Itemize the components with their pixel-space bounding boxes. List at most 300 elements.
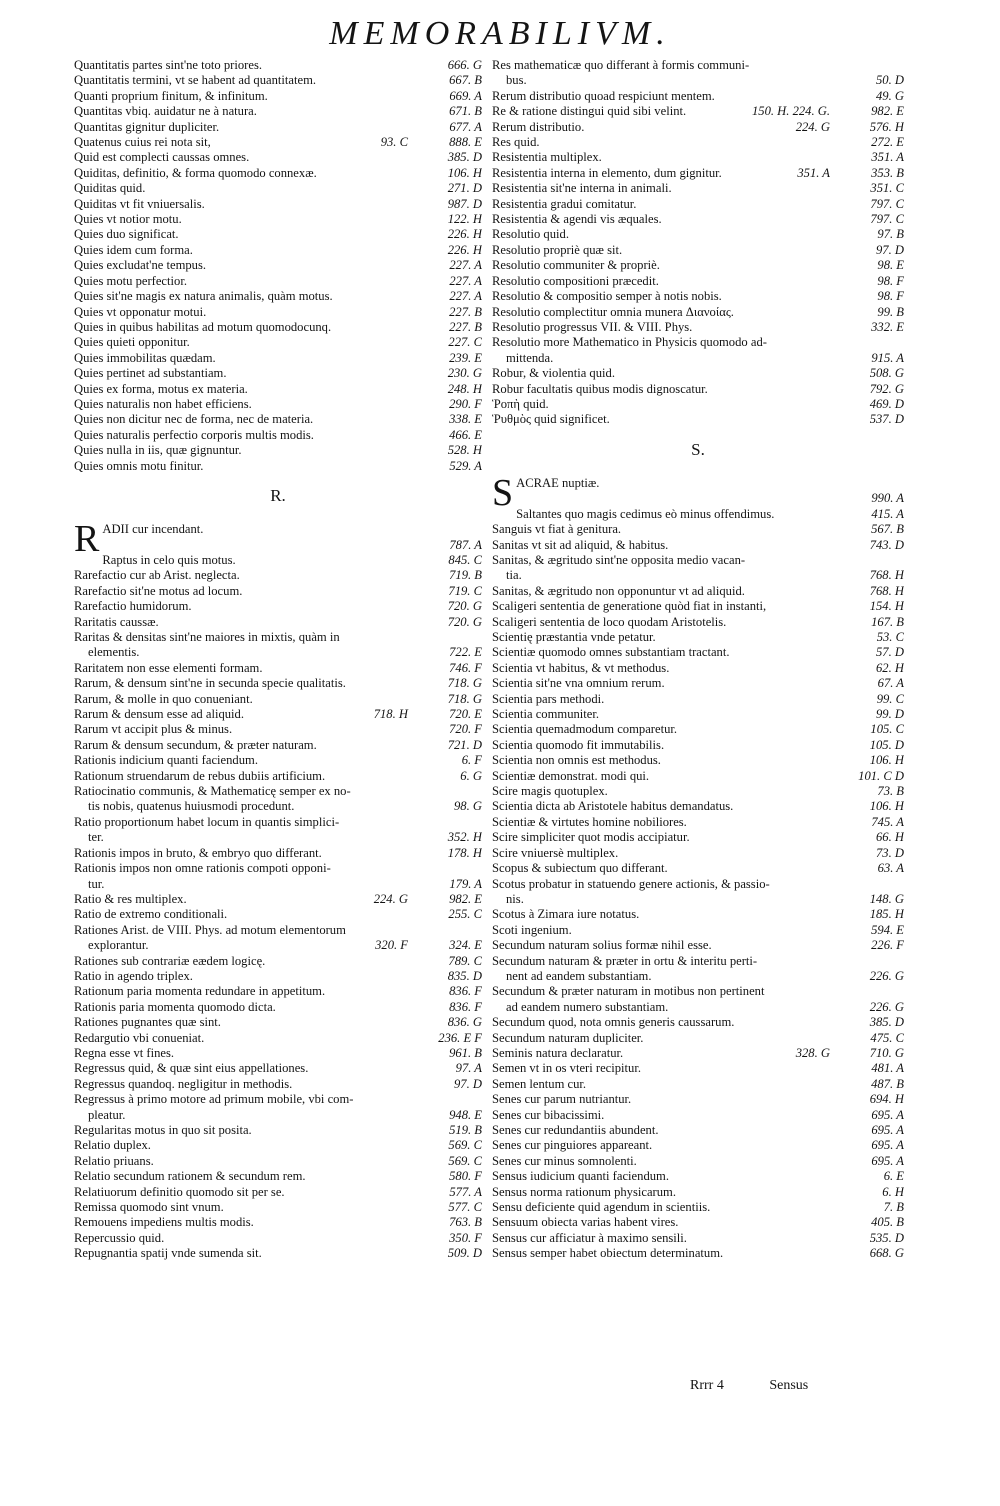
entry-page-ref: 66. H bbox=[876, 830, 904, 845]
entry-text: Repercussio quid. bbox=[74, 1230, 165, 1245]
entry-page-ref: 537. D bbox=[869, 412, 904, 427]
entry-page-ref: 836. F bbox=[449, 999, 482, 1014]
entry-page-ref: 961. B bbox=[449, 1045, 482, 1060]
entry-text: Senes cur parum nutriantur. bbox=[492, 1092, 632, 1107]
entry-text: Rerum distributio quoad respiciunt mentem. bbox=[492, 88, 715, 103]
index-entry bbox=[492, 861, 904, 876]
entry-page-ref: 487. B bbox=[871, 1076, 904, 1091]
index-list-r-continued bbox=[492, 58, 904, 428]
entry-page-ref: 6. H bbox=[882, 1184, 904, 1199]
entry-text: Quatenus cuius rei nota sit, bbox=[74, 135, 211, 150]
entry-text: Sanguis vt fiat à genitura. bbox=[492, 522, 622, 537]
entry-text: Rarefactio sit'ne motus ad locum. bbox=[74, 583, 243, 598]
entry-text: Secundum & præter naturam in motibus non pertinent bbox=[492, 984, 765, 999]
entry-continuation: tur. bbox=[88, 876, 105, 891]
entry-page-ref: 718. G bbox=[447, 691, 482, 706]
entry-page-ref: 105. C bbox=[870, 722, 904, 737]
entry-page-ref: 836. G bbox=[447, 1015, 482, 1030]
index-entry bbox=[74, 676, 482, 691]
entry-extra-ref: 351. A bbox=[797, 165, 830, 180]
entry-text: Scire magis quotuplex. bbox=[492, 784, 608, 799]
entry-continuation: bus. bbox=[506, 73, 527, 88]
entry-text: Scientia quemadmodum comparetur. bbox=[492, 722, 678, 737]
entry-page-ref: 53. C bbox=[876, 630, 904, 644]
index-entry bbox=[492, 830, 904, 845]
index-entry bbox=[492, 320, 904, 335]
entry-page-ref: 577. A bbox=[449, 1184, 482, 1199]
entry-page-ref: 915. A bbox=[871, 350, 904, 365]
index-entry bbox=[74, 227, 482, 242]
entry-page-ref: 6. G bbox=[460, 768, 482, 783]
entry-page-ref: 694. H bbox=[869, 1092, 904, 1107]
index-entry bbox=[74, 969, 482, 984]
entry-page-ref: 666. G bbox=[447, 58, 482, 72]
entry-text: Ratio de extremo conditionali. bbox=[74, 907, 228, 922]
entry-page-ref: 98. G bbox=[454, 799, 482, 814]
entry-text: Scientia dicta ab Aristotele habitus demandatus. bbox=[492, 799, 734, 814]
index-entry bbox=[492, 1215, 904, 1230]
entry-text: Quantitatis partes sint'ne toto priores. bbox=[74, 58, 262, 72]
index-entry bbox=[516, 507, 904, 522]
index-entry bbox=[492, 335, 904, 366]
entry-text: Rarum vt accipit plus & minus. bbox=[74, 722, 233, 737]
entry-page-ref: 576. H bbox=[869, 119, 904, 134]
entry-page-ref: 718. G bbox=[447, 676, 482, 691]
entry-text: Rationis impos non omne rationis compoti opponi- bbox=[74, 861, 331, 876]
index-entry bbox=[74, 459, 482, 474]
index-entry bbox=[74, 692, 482, 707]
entry-page-ref: 792. G bbox=[869, 381, 904, 396]
entry-page-ref: 695. A bbox=[871, 1123, 904, 1137]
index-entry bbox=[492, 954, 904, 985]
entry-text: Quiditas vt fit vniuersalis. bbox=[74, 196, 205, 211]
index-entry bbox=[74, 150, 482, 165]
entry-text: Quantitatis termini, vt se habent ad quantitatem. bbox=[74, 73, 317, 88]
index-entry bbox=[74, 181, 482, 196]
entry-text: Scaligeri sententia de loco quodam Aristotelis. bbox=[492, 614, 727, 629]
entry-page-ref: 677. A bbox=[449, 119, 482, 134]
index-entry bbox=[74, 1092, 482, 1123]
entry-page-ref: 535. D bbox=[869, 1230, 904, 1245]
entry-page-ref: 768. H bbox=[869, 568, 904, 583]
entry-page-ref: 97. D bbox=[454, 1076, 482, 1091]
entry-text: Sensus semper habet obiectum determinatum. bbox=[492, 1246, 724, 1261]
entry-page-ref: 226. H bbox=[447, 227, 482, 242]
entry-page-ref: 353. B bbox=[871, 165, 904, 180]
index-entry bbox=[492, 89, 904, 104]
index-entry bbox=[492, 1108, 904, 1123]
index-entry bbox=[74, 846, 482, 861]
entry-text: Secundum naturam & præter in ortu & interitu perti- bbox=[492, 953, 758, 968]
entry-page-ref: 227. C bbox=[448, 335, 482, 350]
entry-text: Quies non dicitur nec de forma, nec de materia. bbox=[74, 412, 314, 427]
entry-page-ref: 720. E bbox=[449, 707, 482, 722]
entry-page-ref: 719. C bbox=[448, 583, 482, 598]
index-entry bbox=[492, 258, 904, 273]
entry-text: Quies vt notior motu. bbox=[74, 212, 182, 227]
index-entry bbox=[74, 366, 482, 381]
entry-text: Scotus probatur in statuendo genere actionis, & passio- bbox=[492, 876, 770, 891]
entry-text: Robur, & violentia quid. bbox=[492, 366, 615, 381]
entry-text: Ratio & res multiplex. bbox=[74, 891, 187, 906]
index-entry bbox=[74, 1154, 482, 1169]
entry-text: Scientiæ & virtutes homine nobiliores. bbox=[492, 814, 687, 829]
entry-page-ref: 97. D bbox=[876, 242, 904, 257]
index-entry bbox=[492, 769, 904, 784]
entry-text: Scientię præstantia vnde petatur. bbox=[492, 630, 656, 644]
entry-text: Resistentia sit'ne interna in animali. bbox=[492, 181, 672, 196]
index-entry bbox=[74, 58, 482, 73]
entry-page-ref: 845. C bbox=[448, 552, 482, 567]
index-entry bbox=[492, 227, 904, 242]
index-entry bbox=[492, 553, 904, 584]
entry-page-ref: 763. B bbox=[449, 1215, 482, 1230]
entry-continuation: tis nobis, quatenus huiusmodi procedunt. bbox=[88, 799, 295, 814]
entry-text: Scire vniuersè multiplex. bbox=[492, 845, 619, 860]
entry-text: Scientiæ quomodo omnes substantiam tractant. bbox=[492, 645, 730, 660]
index-entry bbox=[74, 815, 482, 846]
entry-text: Scotus à Zimara iure notatus. bbox=[492, 907, 640, 922]
entry-text: Relatio duplex. bbox=[74, 1138, 151, 1153]
index-entry bbox=[74, 243, 482, 258]
entry-page-ref: 230. G bbox=[447, 366, 482, 381]
entry-page-ref: 722. E bbox=[449, 645, 482, 660]
entry-page-ref: 99. C bbox=[876, 691, 904, 706]
entry-page-ref: 67. A bbox=[877, 676, 904, 691]
entry-text: Rationum struendarum de rebus dubiis artificium. bbox=[74, 768, 326, 783]
index-entry bbox=[492, 1123, 904, 1138]
entry-continuation: tia. bbox=[506, 568, 522, 583]
entry-page-ref: 239. E bbox=[449, 350, 482, 365]
index-entry bbox=[492, 382, 904, 397]
entry-text: Scientia sit'ne vna omnium rerum. bbox=[492, 676, 665, 691]
index-entry bbox=[74, 707, 482, 722]
index-entry bbox=[74, 274, 482, 289]
entry-text: Quies in quibus habilitas ad motum quomodocunq. bbox=[74, 319, 332, 334]
index-entry bbox=[492, 645, 904, 660]
entry-page-ref: 519. B bbox=[449, 1123, 482, 1137]
entry-page-ref: 248. H bbox=[447, 381, 482, 396]
entry-text: Resolutio progressus VII. & VIII. Phys. bbox=[492, 319, 693, 334]
entry-page-ref: 98. E bbox=[877, 258, 904, 273]
entry-page-ref: 106. H bbox=[869, 753, 904, 768]
index-entry bbox=[492, 938, 904, 953]
entry-text: Ῥοπὴ quid. bbox=[492, 396, 549, 411]
entry-page-ref: 227. A bbox=[449, 258, 482, 273]
index-list-r bbox=[74, 517, 482, 1262]
entry-text: Secundum naturam solius formæ nihil esse. bbox=[492, 938, 712, 953]
index-entry bbox=[74, 443, 482, 458]
entry-text: Saltantes quo magis cedimus eò minus offendimus. bbox=[516, 506, 775, 521]
index-entry bbox=[74, 1215, 482, 1230]
entry-text: Rationis indicium quanti faciendum. bbox=[74, 753, 258, 768]
entry-text: Scientia vt habitus, & vt methodus. bbox=[492, 660, 670, 675]
entry-page-ref: 743. D bbox=[869, 537, 904, 552]
entry-text: Secundum quod, nota omnis generis caussarum. bbox=[492, 1015, 735, 1030]
entry-page-ref: 97. A bbox=[455, 1061, 482, 1076]
index-entry bbox=[74, 615, 482, 630]
entry-page-ref: 324. E bbox=[449, 938, 482, 953]
entry-text: Quies quieti opponitur. bbox=[74, 335, 190, 350]
index-entry bbox=[492, 197, 904, 212]
entry-page-ref: 987. D bbox=[447, 196, 482, 211]
entry-text: Scientia quomodo fit immutabilis. bbox=[492, 737, 665, 752]
index-entry bbox=[492, 815, 904, 830]
index-list-q bbox=[74, 58, 482, 474]
entry-page-ref: 154. H bbox=[869, 599, 904, 614]
entry-page-ref: 836. F bbox=[449, 984, 482, 999]
entry-text: Ratio proportionum habet locum in quantis simplici- bbox=[74, 814, 340, 829]
entry-text: Sensu deficiente quid agendum in scientiis. bbox=[492, 1200, 711, 1215]
index-entry bbox=[492, 1031, 904, 1046]
entry-text: Quanti proprium finitum, & infinitum. bbox=[74, 88, 268, 103]
entry-text: Scoti ingenium. bbox=[492, 922, 572, 937]
entry-page-ref: 73. B bbox=[877, 784, 904, 799]
index-entry bbox=[492, 784, 904, 799]
entry-page-ref: 6. F bbox=[461, 753, 482, 768]
index-entry bbox=[492, 150, 904, 165]
index-entry bbox=[492, 366, 904, 381]
index-entry bbox=[492, 707, 904, 722]
entry-text: Raritatem non esse elementi formam. bbox=[74, 660, 263, 675]
entry-text: Quies naturalis non habet efficiens. bbox=[74, 396, 252, 411]
entry-page-ref: 580. F bbox=[449, 1169, 482, 1184]
entry-text: Scientiæ demonstrat. modi qui. bbox=[492, 768, 650, 783]
entry-page-ref: 73. D bbox=[876, 845, 904, 860]
entry-text: Robur facultatis quibus modis dignoscatur. bbox=[492, 381, 708, 396]
index-entry bbox=[492, 522, 904, 537]
entry-page-ref: 797. C bbox=[870, 196, 904, 211]
index-entry bbox=[492, 630, 904, 645]
index-entry bbox=[74, 289, 482, 304]
entry-page-ref: 351. C bbox=[870, 181, 904, 196]
entry-text: Quies excludat'ne tempus. bbox=[74, 258, 207, 273]
index-entry bbox=[492, 397, 904, 412]
index-entry bbox=[492, 166, 904, 181]
index-entry bbox=[492, 877, 904, 908]
entry-page-ref: 721. D bbox=[447, 737, 482, 752]
entry-text: Resistentia interna in elemento, dum gignitur. bbox=[492, 165, 722, 180]
index-entry bbox=[492, 661, 904, 676]
index-entry bbox=[74, 1000, 482, 1015]
entry-text: Repugnantia spatij vnde sumenda sit. bbox=[74, 1246, 262, 1261]
entry-text: Senes cur pinguiores appareant. bbox=[492, 1138, 653, 1153]
entry-page-ref: 789. C bbox=[448, 953, 482, 968]
index-entry bbox=[74, 784, 482, 815]
index-entry bbox=[74, 1169, 482, 1184]
entry-page-ref: 720. G bbox=[447, 614, 482, 629]
entry-continuation: nent ad eandem substantiam. bbox=[506, 968, 652, 983]
entry-text: Regna esse vt fines. bbox=[74, 1045, 175, 1060]
entry-page-ref: 351. A bbox=[871, 150, 904, 165]
index-entry bbox=[492, 584, 904, 599]
entry-text: Resolutio & compositio semper à notis nobis. bbox=[492, 289, 722, 304]
entry-text: Ῥυθμὸς quid significet. bbox=[492, 412, 610, 427]
entry-page-ref: 290. F bbox=[449, 396, 482, 411]
entry-continuation: nis. bbox=[506, 891, 524, 906]
entry-page-ref: 746. F bbox=[449, 660, 482, 675]
entry-text: Rationum paria momenta redundare in appetitum. bbox=[74, 984, 326, 999]
entry-text: Senes cur minus somnolenti. bbox=[492, 1153, 637, 1168]
entry-page-ref: 569. C bbox=[448, 1153, 482, 1168]
index-entry bbox=[74, 661, 482, 676]
index-entry bbox=[74, 753, 482, 768]
index-entry bbox=[74, 1200, 482, 1215]
entry-text: Resistentia & agendi vis æquales. bbox=[492, 212, 662, 227]
entry-text: Sensus iudicium quanti faciendum. bbox=[492, 1169, 669, 1184]
index-entry bbox=[492, 181, 904, 196]
index-entry bbox=[492, 135, 904, 150]
entry-continuation: ter. bbox=[88, 830, 104, 845]
index-entry bbox=[74, 1231, 482, 1246]
right-column bbox=[492, 58, 904, 1262]
entry-page-ref: 99. B bbox=[877, 304, 904, 319]
entry-text: Scientia non omnis est methodus. bbox=[492, 753, 661, 768]
entry-text: Senes cur redundantiis abundent. bbox=[492, 1123, 659, 1137]
entry-page-ref: 271. D bbox=[447, 181, 482, 196]
entry-continuation: ad eandem numero substantiam. bbox=[506, 999, 669, 1014]
index-entry bbox=[492, 692, 904, 707]
entry-page-ref: 352. H bbox=[447, 830, 482, 845]
entry-text: Regressus quandoq. negligitur in methodis. bbox=[74, 1076, 293, 1091]
entry-page-ref: 236. E F bbox=[438, 1030, 482, 1045]
entry-text: Sensus cur afficiatur à maximo sensili. bbox=[492, 1230, 687, 1245]
entry-text: Rationis impos in bruto, & embryo quo differant. bbox=[74, 845, 322, 860]
entry-text: Regularitas motus in quo sit posita. bbox=[74, 1123, 252, 1137]
entry-page-ref: 179. A bbox=[449, 876, 482, 891]
entry-page-ref: 226. F bbox=[871, 938, 904, 953]
entry-text: Regressus quid, & quæ sint eius appellationes. bbox=[74, 1061, 309, 1076]
entry-text: Quies ex forma, motus ex materia. bbox=[74, 381, 248, 396]
index-entry bbox=[492, 58, 904, 89]
entry-page-ref: 695. A bbox=[871, 1153, 904, 1168]
index-entry bbox=[492, 305, 904, 320]
entry-text: Semen lentum cur. bbox=[492, 1076, 587, 1091]
entry-text: Rarum, & molle in quo conueniant. bbox=[74, 691, 253, 706]
entry-page-ref: 719. B bbox=[449, 568, 482, 583]
entry-text: Rarum, & densum sint'ne in secunda specie qualitatis. bbox=[74, 676, 346, 691]
entry-page-ref: 227. B bbox=[449, 304, 482, 319]
entry-page-ref: 272. E bbox=[871, 135, 904, 150]
entry-text: Resistentia multiplex. bbox=[492, 150, 602, 165]
index-entry bbox=[492, 1046, 904, 1061]
entry-page-ref: 99. D bbox=[876, 707, 904, 722]
entry-text: Resolutio complectitur omnia munera Διανοίας. bbox=[492, 304, 734, 319]
entry-text: Scire simpliciter quot modis accipiatur. bbox=[492, 830, 690, 845]
entry-text: Redargutio vbi conueniat. bbox=[74, 1030, 205, 1045]
index-entry bbox=[74, 135, 482, 150]
index-entry bbox=[492, 1061, 904, 1076]
index-entry bbox=[74, 599, 482, 614]
index-entry bbox=[74, 722, 482, 737]
entry-text: Ratiocinatio communis, & Mathematicę semper ex no- bbox=[74, 784, 351, 799]
entry-page-ref: 710. G bbox=[869, 1045, 904, 1060]
index-entry bbox=[74, 212, 482, 227]
index-entry bbox=[74, 335, 482, 350]
entry-text: Rarefactio humidorum. bbox=[74, 599, 192, 614]
entry-page-ref: 148. G bbox=[869, 891, 904, 906]
index-entry bbox=[492, 289, 904, 304]
entry-extra-ref: 150. H. 224. G. bbox=[751, 104, 830, 119]
entry-page-ref: 49. G bbox=[876, 88, 904, 103]
entry-text: Relatio secundum rationem & secundum rem. bbox=[74, 1169, 306, 1184]
running-head: MEMORABILIVM. bbox=[329, 15, 671, 52]
index-entry bbox=[492, 120, 904, 135]
index-entry bbox=[74, 305, 482, 320]
entry-page-ref: 475. C bbox=[870, 1030, 904, 1045]
entry-page-ref: 990. A bbox=[871, 491, 904, 506]
index-entry bbox=[492, 1015, 904, 1030]
entry-page-ref: 98. F bbox=[877, 273, 904, 288]
entry-text: Sanitas vt sit ad aliquid, & habitus. bbox=[492, 537, 669, 552]
index-entry bbox=[74, 428, 482, 443]
entry-text: Rationes sub contrariæ eædem logicę. bbox=[74, 953, 266, 968]
index-entry bbox=[74, 397, 482, 412]
entry-page-ref: 227. A bbox=[449, 273, 482, 288]
index-entry bbox=[492, 799, 904, 814]
entry-page-ref: 106. H bbox=[447, 165, 482, 180]
index-entry bbox=[492, 1092, 904, 1107]
index-entry bbox=[74, 1046, 482, 1061]
index-entry bbox=[492, 1077, 904, 1092]
entry-text: Quies motu perfectior. bbox=[74, 273, 187, 288]
index-entry bbox=[74, 923, 482, 954]
entry-text: Quantitas vbiq. auidatur ne à natura. bbox=[74, 104, 257, 119]
entry-page-ref: 569. C bbox=[448, 1138, 482, 1153]
entry-page-ref: 745. A bbox=[871, 814, 904, 829]
entry-text: Raritatis caussæ. bbox=[74, 614, 159, 629]
index-entry bbox=[74, 738, 482, 753]
entry-text: Quies sit'ne magis ex natura animalis, quàm motus. bbox=[74, 289, 333, 304]
entry-text: Quies pertinet ad substantiam. bbox=[74, 366, 227, 381]
entry-text: Quies immobilitas quædam. bbox=[74, 350, 216, 365]
entry-text: Raptus in celo quis motus. bbox=[102, 552, 236, 567]
entry-text: Rarum & densum secundum, & præter naturam. bbox=[74, 737, 317, 752]
entry-page-ref: 97. B bbox=[877, 227, 904, 242]
entry-page-ref: 671. B bbox=[449, 104, 482, 119]
index-entry bbox=[492, 1246, 904, 1261]
entry-text: Resistentia gradui comitatur. bbox=[492, 196, 637, 211]
entry-text: Semen vt in os vteri recipitur. bbox=[492, 1061, 641, 1076]
index-entry bbox=[492, 907, 904, 922]
index-entry bbox=[492, 412, 904, 427]
entry-text: Scientia communiter. bbox=[492, 707, 600, 722]
entry-page-ref: 835. D bbox=[447, 968, 482, 983]
left-column bbox=[74, 58, 482, 1262]
index-entry bbox=[74, 954, 482, 969]
entry-page-ref: 695. A bbox=[871, 1138, 904, 1153]
entry-page-ref: 122. H bbox=[447, 212, 482, 227]
entry-page-ref: 57. D bbox=[876, 645, 904, 660]
entry-text: Quies nulla in iis, quæ gignuntur. bbox=[74, 443, 242, 458]
entry-extra-ref: 328. G bbox=[795, 1045, 830, 1060]
entry-page-ref: 529. A bbox=[449, 458, 482, 473]
index-entry bbox=[74, 861, 482, 892]
entry-text: Quies naturalis perfectio corporis multis modis. bbox=[74, 427, 314, 442]
entry-page-ref: 226. H bbox=[447, 242, 482, 257]
index-entry bbox=[74, 120, 482, 135]
entry-text: Quid est complecti caussas omnes. bbox=[74, 150, 250, 165]
index-entry bbox=[492, 615, 904, 630]
entry-text: Res quid. bbox=[492, 135, 540, 150]
drop-initial: R bbox=[74, 517, 100, 560]
index-entry bbox=[492, 923, 904, 938]
entry-page-ref: 669. A bbox=[449, 88, 482, 103]
entry-text: Ratio in agendo triplex. bbox=[74, 968, 193, 983]
entry-page-ref: 797. C bbox=[870, 212, 904, 227]
entry-page-ref: 350. F bbox=[449, 1230, 482, 1245]
entry-page-ref: 720. G bbox=[447, 599, 482, 614]
